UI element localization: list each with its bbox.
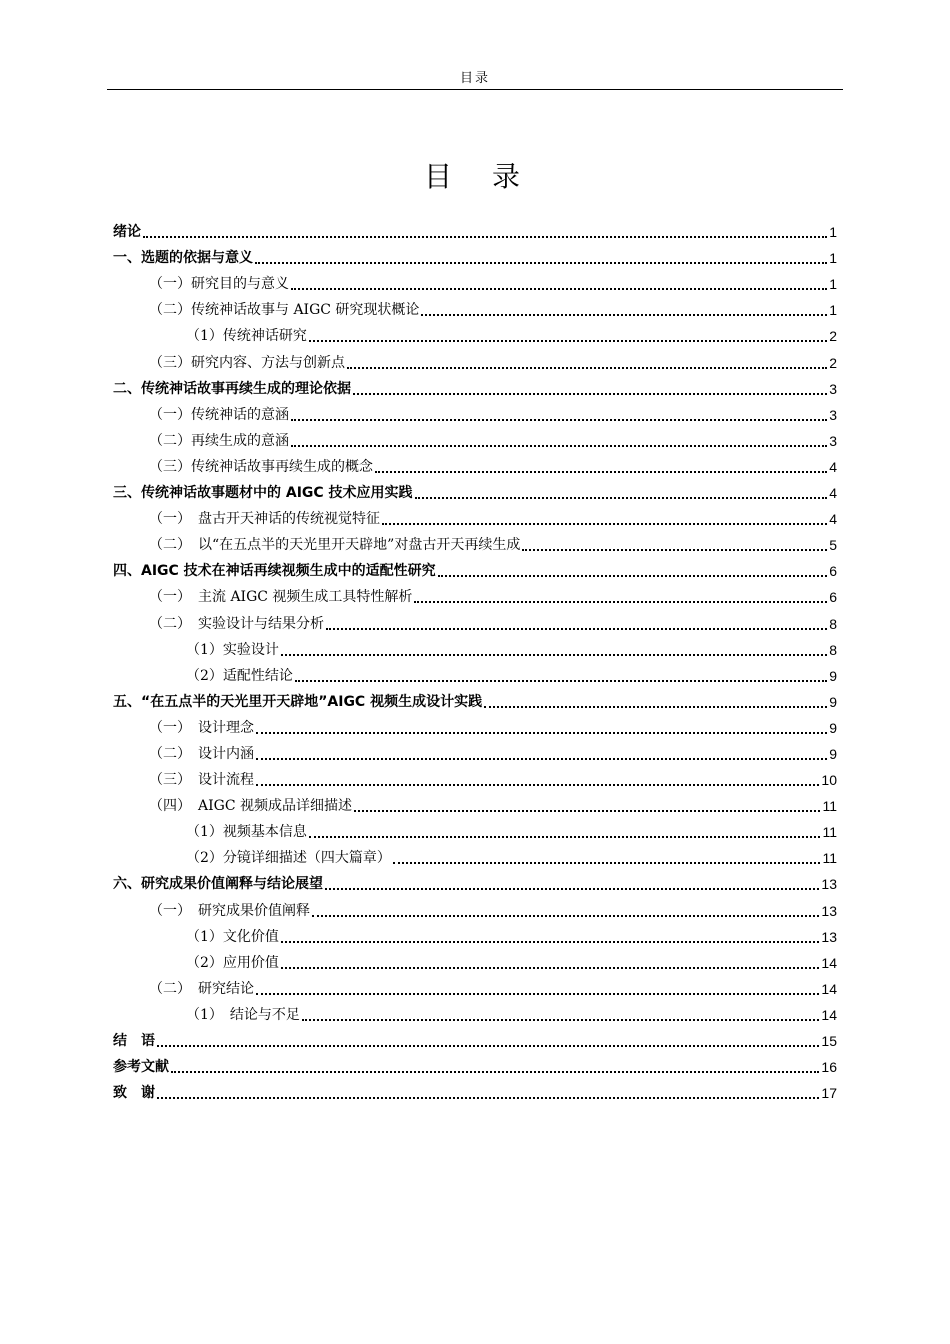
toc-page-number: 13: [821, 876, 837, 893]
toc-page-number: 10: [821, 772, 837, 789]
toc-entry-label: 四、AIGC 技术在神话再续视频生成中的适配性研究: [113, 563, 436, 580]
toc-page-number: 9: [829, 719, 837, 736]
toc-entry[interactable]: [113, 320, 837, 346]
toc-entry-label: （2）适配性结论: [186, 667, 293, 684]
toc-entry-label: 六、研究成果价值阐释与结论展望: [113, 876, 323, 893]
toc-entry[interactable]: [113, 712, 837, 738]
page-title: 目 录: [423, 160, 526, 193]
toc-page-number: 5: [829, 537, 837, 554]
toc-entry[interactable]: [113, 999, 837, 1025]
toc-page-number: 6: [829, 563, 837, 580]
toc-entry[interactable]: [113, 581, 837, 607]
header-divider: [107, 89, 843, 90]
toc-dot-leader: [295, 680, 827, 682]
toc-entry[interactable]: [113, 294, 837, 320]
toc-entry[interactable]: [113, 373, 837, 399]
toc-page-number: 14: [821, 1006, 837, 1023]
toc-dot-leader: [309, 340, 827, 342]
toc-dot-leader: [309, 836, 821, 838]
toc-entry[interactable]: [113, 921, 837, 947]
toc-dot-leader: [291, 288, 827, 290]
toc-dot-leader: [312, 915, 819, 917]
toc-entry-label: （一） 设计理念: [149, 719, 254, 736]
toc-dot-leader: [302, 1019, 820, 1021]
toc-page-number: 13: [821, 928, 837, 945]
toc-entry-label: （三）研究内容、方法与创新点: [149, 354, 345, 371]
toc-page-number: 9: [829, 667, 837, 684]
toc-page-number: 3: [829, 380, 837, 397]
toc-page-number: 2: [829, 328, 837, 345]
toc-entry-label: （一）传统神话的意涵: [149, 406, 289, 423]
toc-dot-leader: [281, 967, 820, 969]
toc-entry-label: （二） 以“在五点半的天光里开天辟地”对盘古开天再续生成: [149, 537, 521, 554]
toc-dot-leader: [256, 732, 827, 734]
toc-dot-leader: [415, 497, 828, 499]
toc-entry[interactable]: [113, 842, 837, 868]
toc-dot-leader: [256, 993, 819, 995]
toc-entry-label: （二） 研究结论: [149, 980, 254, 997]
toc-entry[interactable]: [113, 1077, 837, 1103]
toc-page-number: 16: [821, 1059, 837, 1076]
toc-page-number: 4: [829, 458, 837, 475]
toc-dot-leader: [354, 810, 820, 812]
toc-dot-leader: [281, 654, 827, 656]
toc-entry[interactable]: [113, 451, 837, 477]
toc-dot-leader: [484, 706, 827, 708]
toc-entry-label: （二） 实验设计与结果分析: [149, 615, 324, 632]
toc-page-number: 1: [829, 276, 837, 293]
toc-entry[interactable]: [113, 555, 837, 581]
toc-page-number: 1: [829, 302, 837, 319]
toc-page-number: 11: [822, 798, 837, 815]
toc-page-number: 9: [829, 745, 837, 762]
toc-entry-label: 致 谢: [113, 1085, 155, 1102]
toc-dot-leader: [255, 262, 827, 264]
toc-dot-leader: [256, 758, 827, 760]
toc-page-number: 11: [822, 824, 837, 841]
toc-page-number: 15: [821, 1033, 837, 1049]
toc-dot-leader: [421, 314, 827, 316]
toc-page-number: 13: [821, 902, 837, 919]
toc-page-number: 3: [829, 432, 837, 449]
toc-entry[interactable]: [113, 973, 837, 999]
toc-entry-label: （1） 结论与不足: [186, 1006, 300, 1023]
toc-entry-label: 参考文献: [113, 1059, 169, 1076]
toc-entry[interactable]: [113, 242, 837, 268]
toc-dot-leader: [171, 1071, 819, 1073]
toc-page-number: 1: [829, 250, 837, 267]
toc-dot-leader: [393, 862, 821, 864]
toc-entry[interactable]: [113, 686, 837, 712]
toc-page-number: 14: [821, 980, 837, 997]
toc-entry[interactable]: [113, 894, 837, 920]
toc-page-number: 11: [822, 850, 837, 867]
toc-entry[interactable]: [113, 868, 837, 894]
toc-dot-leader: [353, 393, 827, 395]
toc-entry-label: （2）分镜详细描述（四大篇章）: [186, 850, 391, 867]
toc-entry[interactable]: [113, 738, 837, 764]
toc-entry[interactable]: [113, 529, 837, 555]
toc-dot-leader: [291, 445, 827, 447]
toc-entry[interactable]: [113, 634, 837, 660]
toc-page-number: 4: [829, 485, 837, 502]
toc-entry-label: （1）文化价值: [186, 928, 279, 945]
table-of-contents: [113, 216, 837, 1103]
toc-entry[interactable]: [113, 216, 837, 242]
toc-entry[interactable]: [113, 346, 837, 372]
toc-entry[interactable]: [113, 425, 837, 451]
running-header: 目录: [459, 71, 490, 86]
toc-entry-label: （三） 设计流程: [149, 772, 254, 789]
toc-dot-leader: [326, 628, 827, 630]
toc-page-number: 9: [829, 693, 837, 710]
toc-page-number: 1: [829, 224, 837, 241]
toc-entry[interactable]: [113, 477, 837, 503]
toc-entry[interactable]: [113, 764, 837, 790]
toc-page-number: 4: [829, 511, 837, 528]
toc-entry-label: （一） 研究成果价值阐释: [149, 902, 310, 919]
toc-dot-leader: [291, 419, 827, 421]
toc-dot-leader: [143, 236, 827, 238]
toc-entry[interactable]: [113, 790, 837, 816]
toc-page-number: 14: [821, 954, 837, 971]
toc-entry-label: （二）传统神话故事与 AIGC 研究现状概论: [149, 302, 420, 319]
toc-page-number: 8: [829, 615, 837, 632]
toc-entry-label: （二） 设计内涵: [149, 745, 254, 762]
toc-dot-leader: [325, 888, 819, 890]
toc-entry-label: （1）视频基本信息: [186, 824, 307, 841]
toc-entry-label: 一、选题的依据与意义: [113, 250, 253, 267]
toc-entry-label: 三、传统神话故事题材中的 AIGC 技术应用实践: [113, 485, 413, 502]
toc-dot-leader: [157, 1045, 819, 1047]
toc-dot-leader: [375, 471, 827, 473]
toc-dot-leader: [382, 523, 827, 525]
toc-entry[interactable]: [113, 1025, 837, 1051]
toc-dot-leader: [256, 784, 819, 786]
toc-entry-label: （1）实验设计: [186, 641, 279, 658]
toc-entry-label: 二、传统神话故事再续生成的理论依据: [113, 380, 351, 397]
toc-dot-leader: [347, 367, 827, 369]
toc-entry-label: （二）再续生成的意涵: [149, 432, 289, 449]
toc-entry[interactable]: [113, 947, 837, 973]
toc-entry-label: 绪论: [113, 224, 141, 241]
toc-page-number: 2: [829, 354, 837, 371]
toc-entry[interactable]: [113, 816, 837, 842]
toc-entry-label: （1）传统神话研究: [186, 328, 307, 345]
toc-entry-label: 结 语: [113, 1033, 155, 1049]
toc-dot-leader: [522, 549, 827, 551]
toc-dot-leader: [438, 575, 828, 577]
toc-entry[interactable]: [113, 503, 837, 529]
toc-entry-label: 五、“在五点半的天光里开天辟地”AIGC 视频生成设计实践: [113, 693, 483, 710]
toc-entry[interactable]: [113, 399, 837, 425]
toc-entry-label: （一） 盘古开天神话的传统视觉特征: [149, 511, 380, 528]
toc-page-number: 3: [829, 406, 837, 423]
toc-entry[interactable]: [113, 607, 837, 633]
toc-page-number: 8: [829, 641, 837, 658]
toc-entry-label: （2）应用价值: [186, 954, 279, 971]
toc-entry[interactable]: [113, 660, 837, 686]
toc-entry-label: （一）研究目的与意义: [149, 276, 289, 293]
toc-dot-leader: [157, 1097, 819, 1099]
toc-dot-leader: [281, 941, 820, 943]
toc-page-number: 17: [821, 1085, 837, 1102]
toc-entry-label: （三）传统神话故事再续生成的概念: [149, 458, 373, 475]
toc-entry[interactable]: [113, 268, 837, 294]
toc-dot-leader: [414, 601, 827, 603]
toc-entry-label: （四） AIGC 视频成品详细描述: [149, 798, 352, 815]
toc-entry[interactable]: [113, 1051, 837, 1077]
toc-entry-label: （一） 主流 AIGC 视频生成工具特性解析: [149, 589, 413, 606]
toc-page-number: 6: [829, 589, 837, 606]
